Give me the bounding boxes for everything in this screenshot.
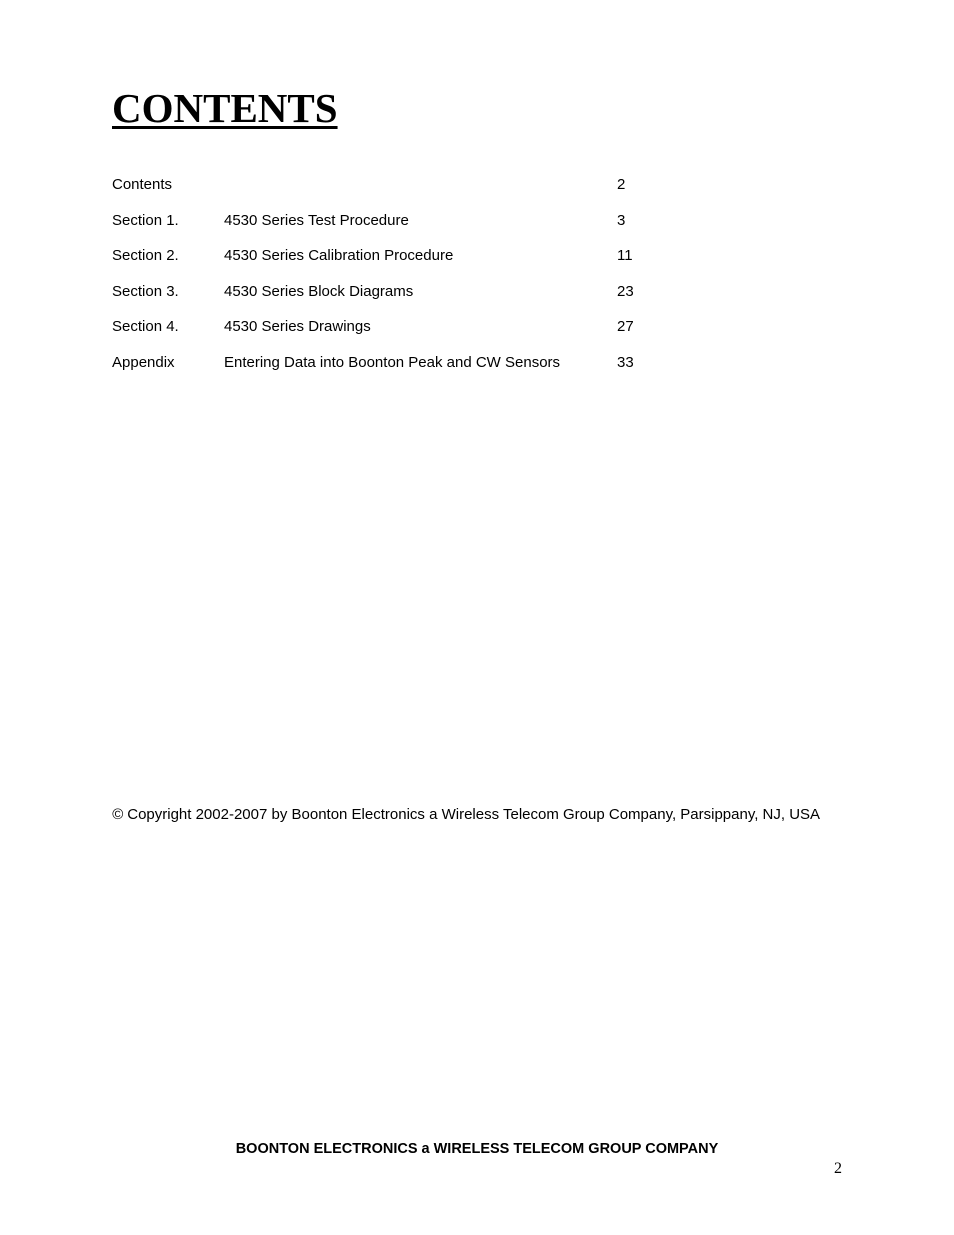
toc-row-section-2 xyxy=(112,241,672,277)
toc-page: 33 xyxy=(617,353,634,371)
toc-page: 23 xyxy=(617,282,634,300)
toc-label: Appendix xyxy=(112,353,175,371)
toc-label: Section 1. xyxy=(112,211,179,229)
toc-page: 2 xyxy=(617,176,626,193)
toc-title: 4530 Series Block Diagrams xyxy=(224,282,414,300)
copyright-text: Copyright 2002-2007 by Boonton Electronics a Wireless Telecom Group Company, Parsippany, NJ, USA xyxy=(123,806,821,823)
toc-title: 4530 Series Calibration Procedure xyxy=(224,247,454,265)
toc-label: Section 3. xyxy=(112,282,179,300)
toc-page: 11 xyxy=(617,247,633,265)
toc-label: Section 4. xyxy=(112,318,179,336)
page-number: 2 xyxy=(834,1160,842,1177)
toc-row-section-3 xyxy=(112,277,672,313)
toc-title: 4530 Series Drawings xyxy=(224,318,371,336)
copyright-notice xyxy=(112,806,832,824)
toc-row-appendix xyxy=(112,348,672,384)
copyright-symbol-icon: © xyxy=(112,806,124,823)
page-title: CONTENTS xyxy=(112,85,338,131)
toc-title: Entering Data into Boonton Peak and CW Sensors xyxy=(224,353,561,371)
toc-row-section-1 xyxy=(112,206,672,242)
toc-row-section-4 xyxy=(112,312,672,348)
footer-company-name: BOONTON ELECTRONICS a WIRELESS TELECOM GROUP COMPANY xyxy=(235,1141,719,1157)
toc-row-contents xyxy=(112,170,672,206)
toc-label: Section 2. xyxy=(112,247,179,265)
table-of-contents xyxy=(112,170,672,384)
toc-page: 27 xyxy=(617,318,634,336)
toc-label: Contents xyxy=(112,176,173,193)
toc-title: 4530 Series Test Procedure xyxy=(224,211,409,229)
toc-page: 3 xyxy=(617,211,626,229)
